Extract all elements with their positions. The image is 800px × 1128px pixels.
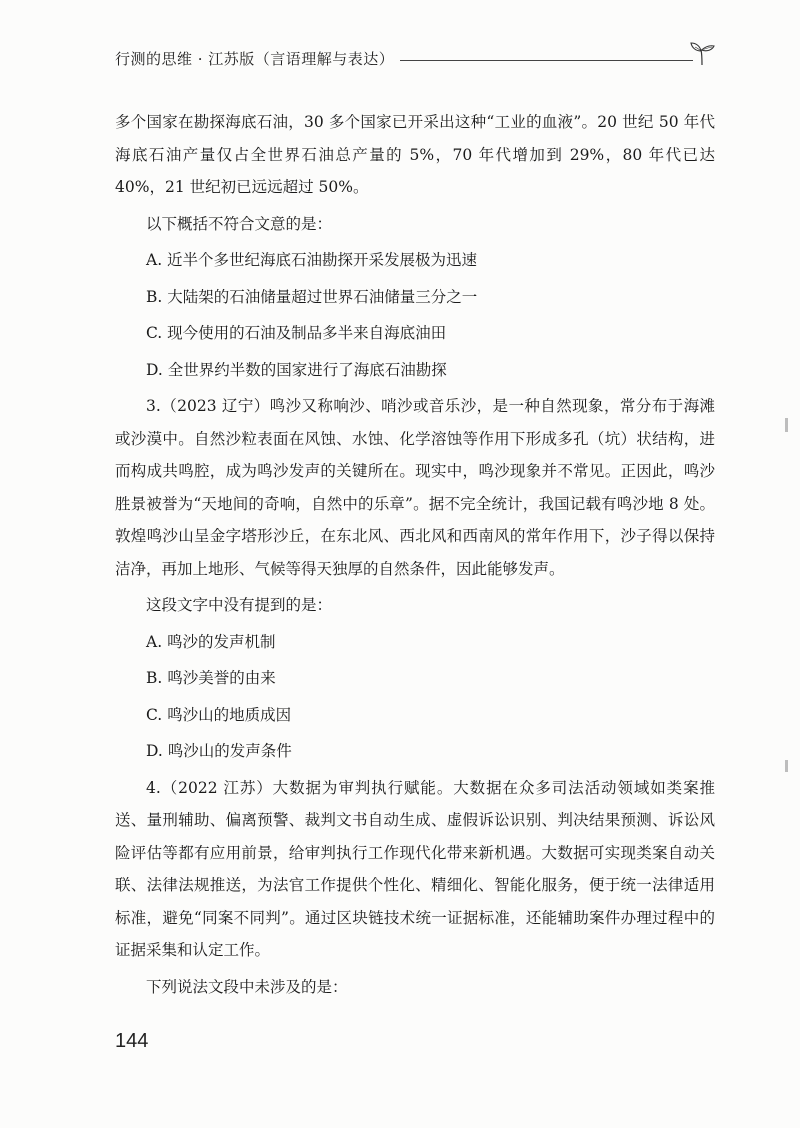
question-2-option-b: B. 大陆架的石油储量超过世界石油储量三分之一: [146, 287, 478, 306]
question-3-option-c: C. 鸣沙山的地质成因: [146, 705, 292, 724]
scan-artifact-mark: [785, 760, 788, 772]
question-2-prompt: 以下概括不符合文意的是：: [146, 214, 333, 233]
passage-continued: 多个国家在勘探海底石油，30 多个国家已开采出这种“工业的血液”。20 世纪 50 年代海底石油产量仅占全世界石油总产量的 5%，70 年代增加到 29%，80 年代已达 40%，21 世纪初已远远超过 50%。: [115, 113, 715, 196]
running-header: [115, 40, 715, 72]
header-title: 行测的思维 · 江苏版（言语理解与表达）: [115, 48, 400, 69]
question-2-option-a: A. 近半个多世纪海底石油勘探开采发展极为迅速: [146, 251, 478, 269]
page-number: 144: [115, 1030, 149, 1052]
question-3-option-d: D. 鸣沙山的发声条件: [146, 742, 292, 760]
scan-artifact-mark: [785, 418, 788, 432]
question-4-prompt: 下列说法文段中未涉及的是：: [146, 977, 348, 996]
page-content: [115, 106, 715, 1003]
question-4-passage: 4.（2022 江苏）大数据为审判执行赋能。大数据在众多司法活动领域如类案推送、量刑辅助、偏离预警、裁判文书自动生成、虚假诉讼识别、判决结果预测、诉讼风险评估等都有应用前景，给审判执行工作现代化带来新机遇。大数据可实现类案自动关联、法律法规推送，为法官工作提供个性化、精细化、智能化服务，便于统一法律适用标准，避免“同案不同判”。通过区块链技术统一证据标准，还能辅助案件办理过程中的证据采集和认定工作。: [115, 778, 715, 959]
question-3-passage: 3.（2023 辽宁）鸣沙又称响沙、哨沙或音乐沙，是一种自然现象，常分布于海滩或沙漠中。自然沙粒表面在风蚀、水蚀、化学溶蚀等作用下形成多孔（坑）状结构，进而构成共鸣腔，成为鸣沙发声的关键所在。现实中，鸣沙现象并不常见。正因此，鸣沙胜景被誉为“天地间的奇响，自然中的乐章”。据不完全统计，我国记载有鸣沙地 8 处。敦煌鸣沙山呈金字塔形沙丘，在东北风、西北风和西南风的常年作用下，沙子得以保持洁净，再加上地形、气候等得天独厚的自然条件，因此能够发声。: [115, 397, 715, 578]
question-2-option-d: D. 全世界约半数的国家进行了海底石油勘探: [146, 360, 447, 379]
question-2-option-c: C. 现今使用的石油及制品多半来自海底油田: [146, 324, 447, 342]
question-3-prompt: 这段文字中没有提到的是：: [146, 596, 333, 614]
question-3-option-b: B. 鸣沙美誉的由来: [146, 669, 276, 687]
sprout-icon: [687, 40, 717, 66]
question-3-option-a: A. 鸣沙的发声机制: [146, 632, 276, 651]
